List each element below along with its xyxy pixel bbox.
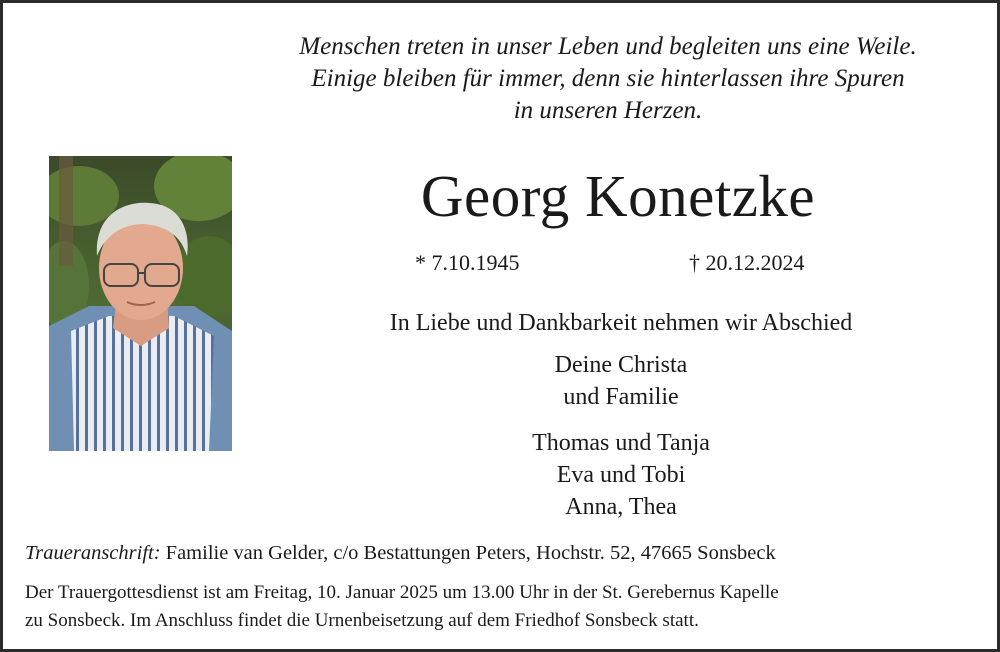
address-value: Familie van Gelder, c/o Bestattungen Peters, Hochstr. 52, 47665 Sonsbeck xyxy=(165,542,776,564)
address-label: Traueranschrift: xyxy=(25,542,161,564)
motto-quote xyxy=(228,31,988,127)
mourner-line: Deine Christa xyxy=(554,352,688,378)
farewell-line: In Liebe und Dankbarkeit nehmen wir Abschied xyxy=(389,310,853,336)
mourning-address xyxy=(25,540,776,566)
mourner-line: Eva und Tobi xyxy=(556,462,686,488)
death-date: † 20.12.2024 xyxy=(689,250,805,275)
mourners-group-1 xyxy=(303,349,939,413)
deceased-name: Georg Konetzke xyxy=(420,163,816,229)
birth-date: * 7.10.1945 xyxy=(415,250,520,275)
service-info xyxy=(25,579,779,635)
mourner-line: Thomas und Tanja xyxy=(532,430,710,456)
portrait-photo xyxy=(49,156,232,451)
mourners-group-2 xyxy=(303,427,939,523)
service-line: Der Trauergottesdienst ist am Freitag, 10. Januar 2025 um 13.00 Uhr in der St. Gerebernus Kapelle xyxy=(25,582,779,603)
farewell-text xyxy=(303,307,939,339)
mourner-line: und Familie xyxy=(563,384,679,410)
motto-line: Einige bleiben für immer, denn sie hinterlassen ihre Spuren xyxy=(311,65,905,92)
mourner-line: Anna, Thea xyxy=(565,494,677,520)
service-line: zu Sonsbeck. Im Anschluss findet die Urnenbeisetzung auf dem Friedhof Sonsbeck statt. xyxy=(25,610,699,631)
motto-line: in unseren Herzen. xyxy=(513,97,703,124)
motto-line: Menschen treten in unser Leben und begleiten uns eine Weile. xyxy=(299,33,917,60)
